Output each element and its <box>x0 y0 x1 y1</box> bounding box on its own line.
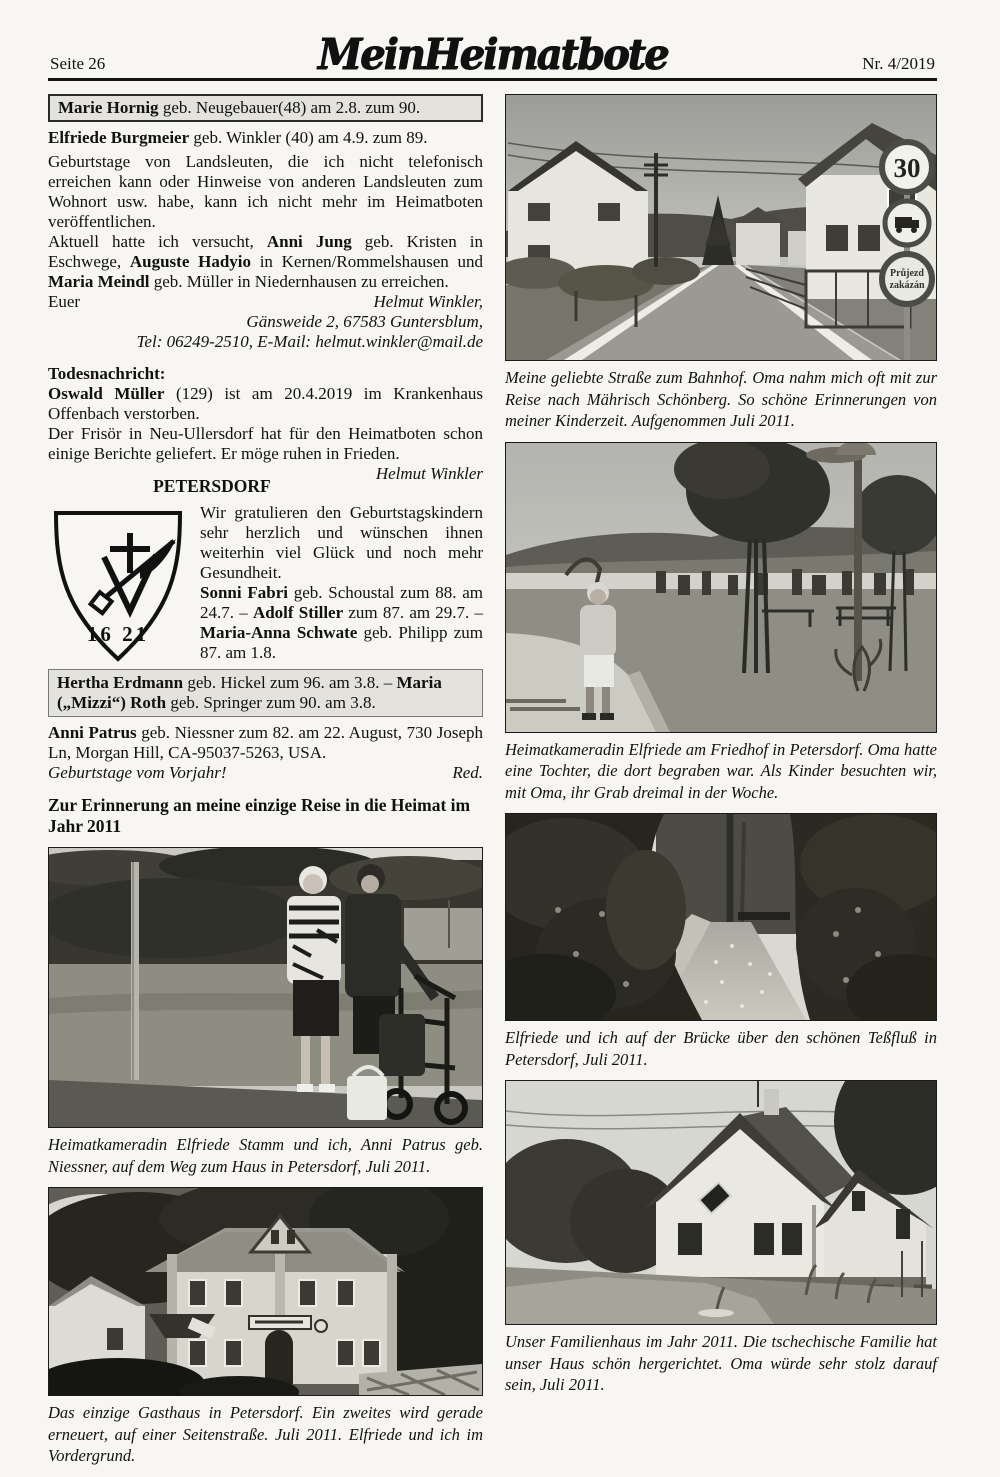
signature-name: Helmut Winkler, <box>373 292 483 311</box>
para-frisoer: Der Frisör in Neu-Ullersdorf hat für den Heimatboten schon einige Berichte geliefert. Er möge ruhen in Frieden. Helmut Winkler <box>48 424 483 483</box>
photo-street <box>505 94 937 361</box>
petersdorf-section <box>48 503 483 717</box>
para-gratulation: Wir gratulieren den Geburtstagskindern sehr herzlich und wünschen ihnen weiterhin viel Glück und noch mehr Gesundheit. <box>200 503 483 582</box>
caption-familienhaus: Unser Familienhaus im Jahr 2011. Die tschechische Familie hat unser Haus schön hergerichtet. Oma würde sehr stolz darauf sein, Juli 2011. <box>505 1332 937 1394</box>
caption-fluss: Elfriede und ich auf der Brücke über den schönen Teßfluß in Petersdorf, Juli 2011. <box>505 1028 937 1069</box>
right-column <box>505 94 937 1477</box>
photo-two-women <box>48 847 483 1128</box>
photo-two-women-image <box>49 848 482 1127</box>
photo-familienhaus <box>505 1080 937 1325</box>
page-columns <box>48 94 937 1477</box>
projezd-sign-line1: Průjezd <box>890 268 924 279</box>
reise-heading: Zur Erinnerung an meine einzige Reise in die Heimat im Jahr 2011 <box>48 795 471 836</box>
caption-street: Meine geliebte Straße zum Bahnhof. Oma nahm mich oft mit zur Reise nach Mährisch Schönberg. So schöne Erinnerungen von meiner Kinderzeit. Aufgenommen Juli 2011. <box>505 368 937 430</box>
euer-label: Euer <box>48 292 81 311</box>
vorjahr-row <box>48 763 483 783</box>
photo-gasthaus <box>48 1187 483 1396</box>
projezd-sign-line2: zakázán <box>889 280 925 291</box>
caption-gasthaus: Das einzige Gasthaus in Petersdorf. Ein zweites wird gerade erneuert, auf einer Seitenstraße. Juli 2011. Elfriede und ich im Vordergrund. <box>48 1403 483 1465</box>
birthday-burgmeier: Elfriede Burgmeier geb. Winkler (40) am 4.9. zum 89. <box>48 128 428 147</box>
signature-address: Gänsweide 2, 67583 Guntersblum, <box>246 312 483 331</box>
signature-contact: Tel: 06249-2510, E-Mail: helmut.winkler@mail.de <box>136 332 483 351</box>
red-signature: Red. <box>452 763 483 782</box>
masthead-logo: MeinHeimatbote <box>317 29 668 80</box>
caption-two-women: Heimatkameradin Elfriede Stamm und ich, Anni Patrus geb. Niessner, auf dem Weg zum Haus in Petersdorf, Juli 2011. <box>48 1135 483 1176</box>
birthday-box-erdmann: Hertha Erdmann geb. Hickel zum 96. am 3.8. – Maria („Mizzi“) Roth geb. Springer zum 90. am 3.8. <box>48 669 483 717</box>
photo-fluss-image <box>506 814 936 1020</box>
vorjahr-note: Geburtstage vom Vorjahr! <box>48 763 227 782</box>
photo-familienhaus-image <box>506 1081 936 1324</box>
photo-street-image <box>506 95 936 360</box>
birthday-box-hornig: Marie Hornig geb. Neugebauer(48) am 2.8. zum 90. <box>48 94 483 122</box>
photo-fluss <box>505 813 937 1021</box>
crest-year: 16 21 <box>86 622 150 646</box>
photo-gasthaus-image <box>49 1188 482 1395</box>
page-header <box>48 0 937 81</box>
petersdorf-heading: PETERSDORF <box>153 476 271 496</box>
para-geburtstage: Geburtstage von Landsleuten, die ich nicht telefonisch erreichen kann oder Hinweise von anderen Landsleuten zum Wohnort usw. habe, kann ich nicht mehr im Heimatboten veröffentlichen. <box>48 152 483 231</box>
photo-friedhof <box>505 442 937 733</box>
para-aktuell: Aktuell hatte ich versucht, Anni Jung geb. Kristen in Eschwege, Auguste Hadyio in Kernen/Rommelshausen und Maria Meindl geb. Müller in Niedernhausen zu erreichen. <box>48 232 483 291</box>
petersdorf-crest-image <box>48 507 188 669</box>
issue-number: Nr. 4/2019 <box>862 54 935 73</box>
speed-limit-sign-text: 30 <box>893 153 921 183</box>
left-column <box>48 94 483 1477</box>
para-birthdays: Sonni Fabri geb. Schoustal zum 88. am 24.7. – Adolf Stiller zum 87. am 29.7. – Maria-Anna Schwate geb. Philipp zum 87. am 1.8. <box>200 583 484 662</box>
photo-friedhof-image <box>506 443 936 732</box>
para-patrus: Anni Patrus geb. Niessner zum 82. am 22. August, 730 Joseph Ln, Morgan Hill, CA-95037-5263, USA. <box>48 723 483 762</box>
todesnachricht-title: Todesnachricht: <box>48 364 166 383</box>
caption-friedhof: Heimatkameradin Elfriede am Friedhof in Petersdorf. Oma hatte eine Tochter, die dort begraben war. Als Kinder besuchten wir, mit Oma, ihr Grab dreimal in der Woche. <box>505 739 937 802</box>
page-number: Seite 26 <box>50 54 106 73</box>
para-oswald: Oswald Müller (129) ist am 20.4.2019 im Krankenhaus Offenbach verstorben. <box>48 384 483 423</box>
signature-row <box>48 292 483 312</box>
